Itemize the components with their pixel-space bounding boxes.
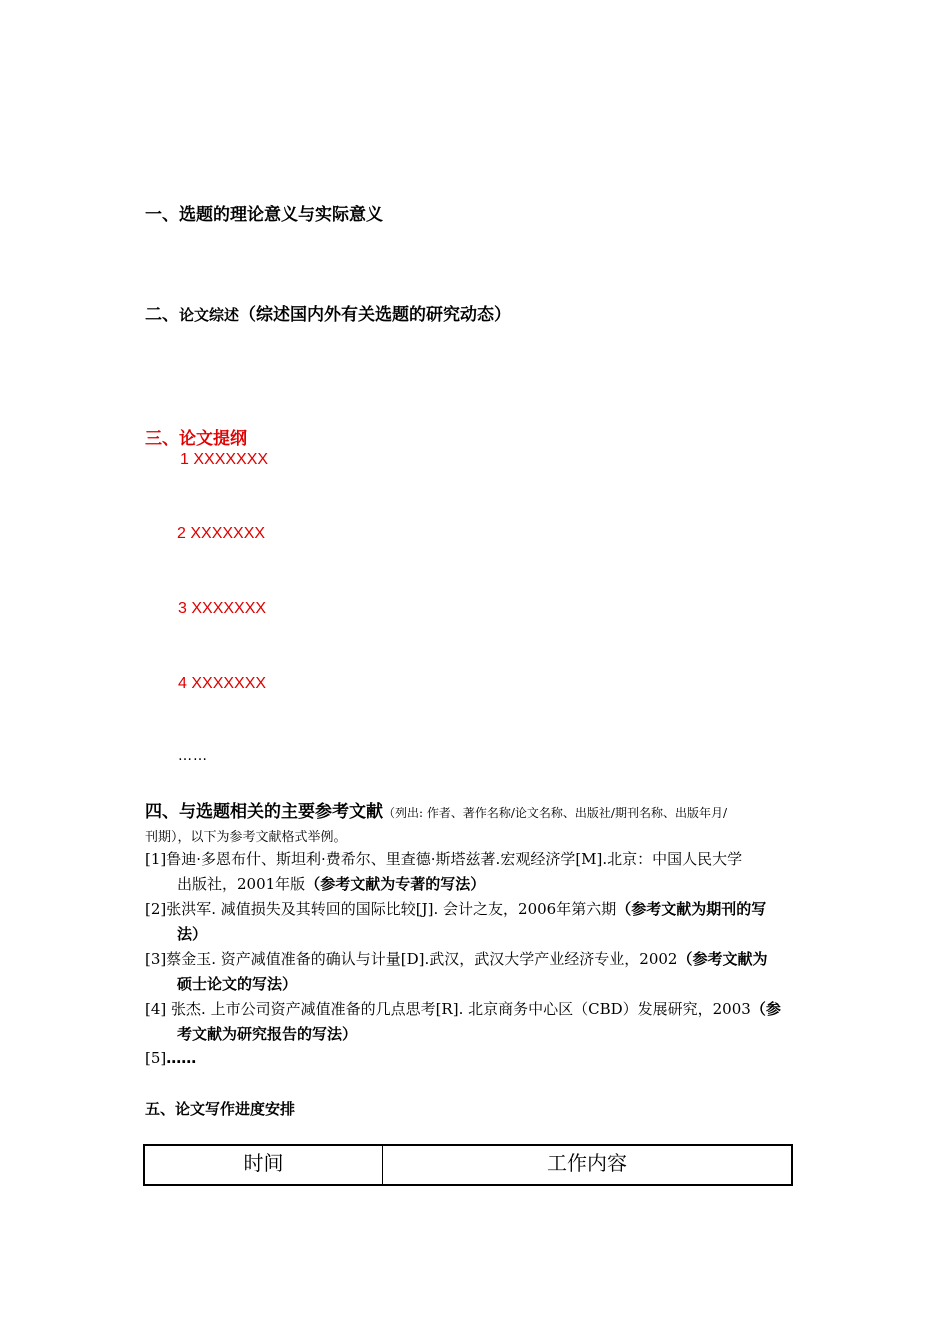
- reference-4-note: （参: [750, 1000, 781, 1018]
- reference-3-number: [3]: [145, 950, 167, 968]
- reference-2-number: [2]: [145, 900, 167, 918]
- reference-2-note: （参考文献为期刊的写: [616, 900, 767, 918]
- schedule-header-content: 工作内容: [383, 1145, 793, 1185]
- schedule-header-time: 时间: [144, 1145, 383, 1185]
- reference-1-number: [1]: [145, 850, 167, 868]
- outline-item-1: 1 XXXXXXX: [180, 451, 269, 468]
- reference-4-line-2: [177, 1022, 357, 1046]
- section-2-paren: （综述国内外有关选题的研究动态）: [239, 305, 512, 325]
- reference-1-line-2: [177, 872, 485, 896]
- section-4-title: 四、与选题相关的主要参考文献: [145, 802, 383, 822]
- outline-more: ……: [178, 748, 208, 764]
- reference-1-text-cont: 出版社，2001年版: [177, 875, 306, 893]
- schedule-table: [143, 1144, 793, 1186]
- reference-3-note: （参考文献为: [677, 950, 768, 968]
- reference-2-line-2: [177, 922, 207, 946]
- section-1-heading: 一、选题的理论意义与实际意义: [145, 205, 383, 225]
- section-2-label: 论文综述: [179, 306, 240, 324]
- outline-item-2: 2 XXXXXXX: [177, 525, 266, 542]
- section-3-heading: 三、论文提纲: [145, 429, 247, 449]
- reference-4-note-cont: 考文献为研究报告的写法）: [177, 1025, 358, 1043]
- reference-5-line-1: [145, 1046, 196, 1070]
- section-5-heading: 五、论文写作进度安排: [145, 1100, 296, 1118]
- section-2-prefix: 二、: [145, 305, 179, 325]
- reference-1-note: （参考文献为专著的写法）: [305, 875, 486, 893]
- section-4-note-a: （列出: 作者、著作名称/论文名称、出版社/期刊名称、出版年月/: [383, 806, 727, 820]
- reference-2-text: 张洪军. 减值损失及其转回的国际比较[J]. 会计之友，2006年第六期: [166, 900, 617, 918]
- reference-3-note-cont: 硕士论文的写法）: [177, 975, 298, 993]
- reference-3-line-1: [145, 947, 767, 971]
- reference-4-number: [4]: [145, 1000, 167, 1018]
- reference-3-line-2: [177, 972, 297, 996]
- schedule-table-header-row: [144, 1145, 792, 1185]
- reference-4-line-1: [145, 997, 781, 1021]
- reference-3-text: 蔡金玉. 资产减值准备的确认与计量[D].武汉，武汉大学产业经济专业，2002: [166, 950, 678, 968]
- reference-5-text: ……: [166, 1049, 197, 1067]
- section-2-heading: [145, 300, 511, 325]
- reference-2-line-1: [145, 897, 766, 921]
- reference-1-text: 鲁迪·多恩布什、斯坦利·费希尔、里查德·斯塔兹著.宏观经济学[M].北京：中国人民大学: [166, 850, 743, 868]
- reference-5-number: [5]: [145, 1049, 167, 1067]
- outline-item-3: 3 XXXXXXX: [178, 600, 267, 617]
- reference-1-line-1: [145, 847, 742, 871]
- reference-2-note-cont: 法）: [177, 925, 208, 943]
- outline-item-4: 4 XXXXXXX: [178, 675, 267, 692]
- reference-4-text: 张杰. 上市公司资产减值准备的几点思考[R]. 北京商务中心区（CBD）发展研究，2003: [171, 1000, 751, 1018]
- section-4-heading: [145, 797, 727, 822]
- section-4-note-b: 刊期），以下为参考文献格式举例。: [145, 830, 347, 845]
